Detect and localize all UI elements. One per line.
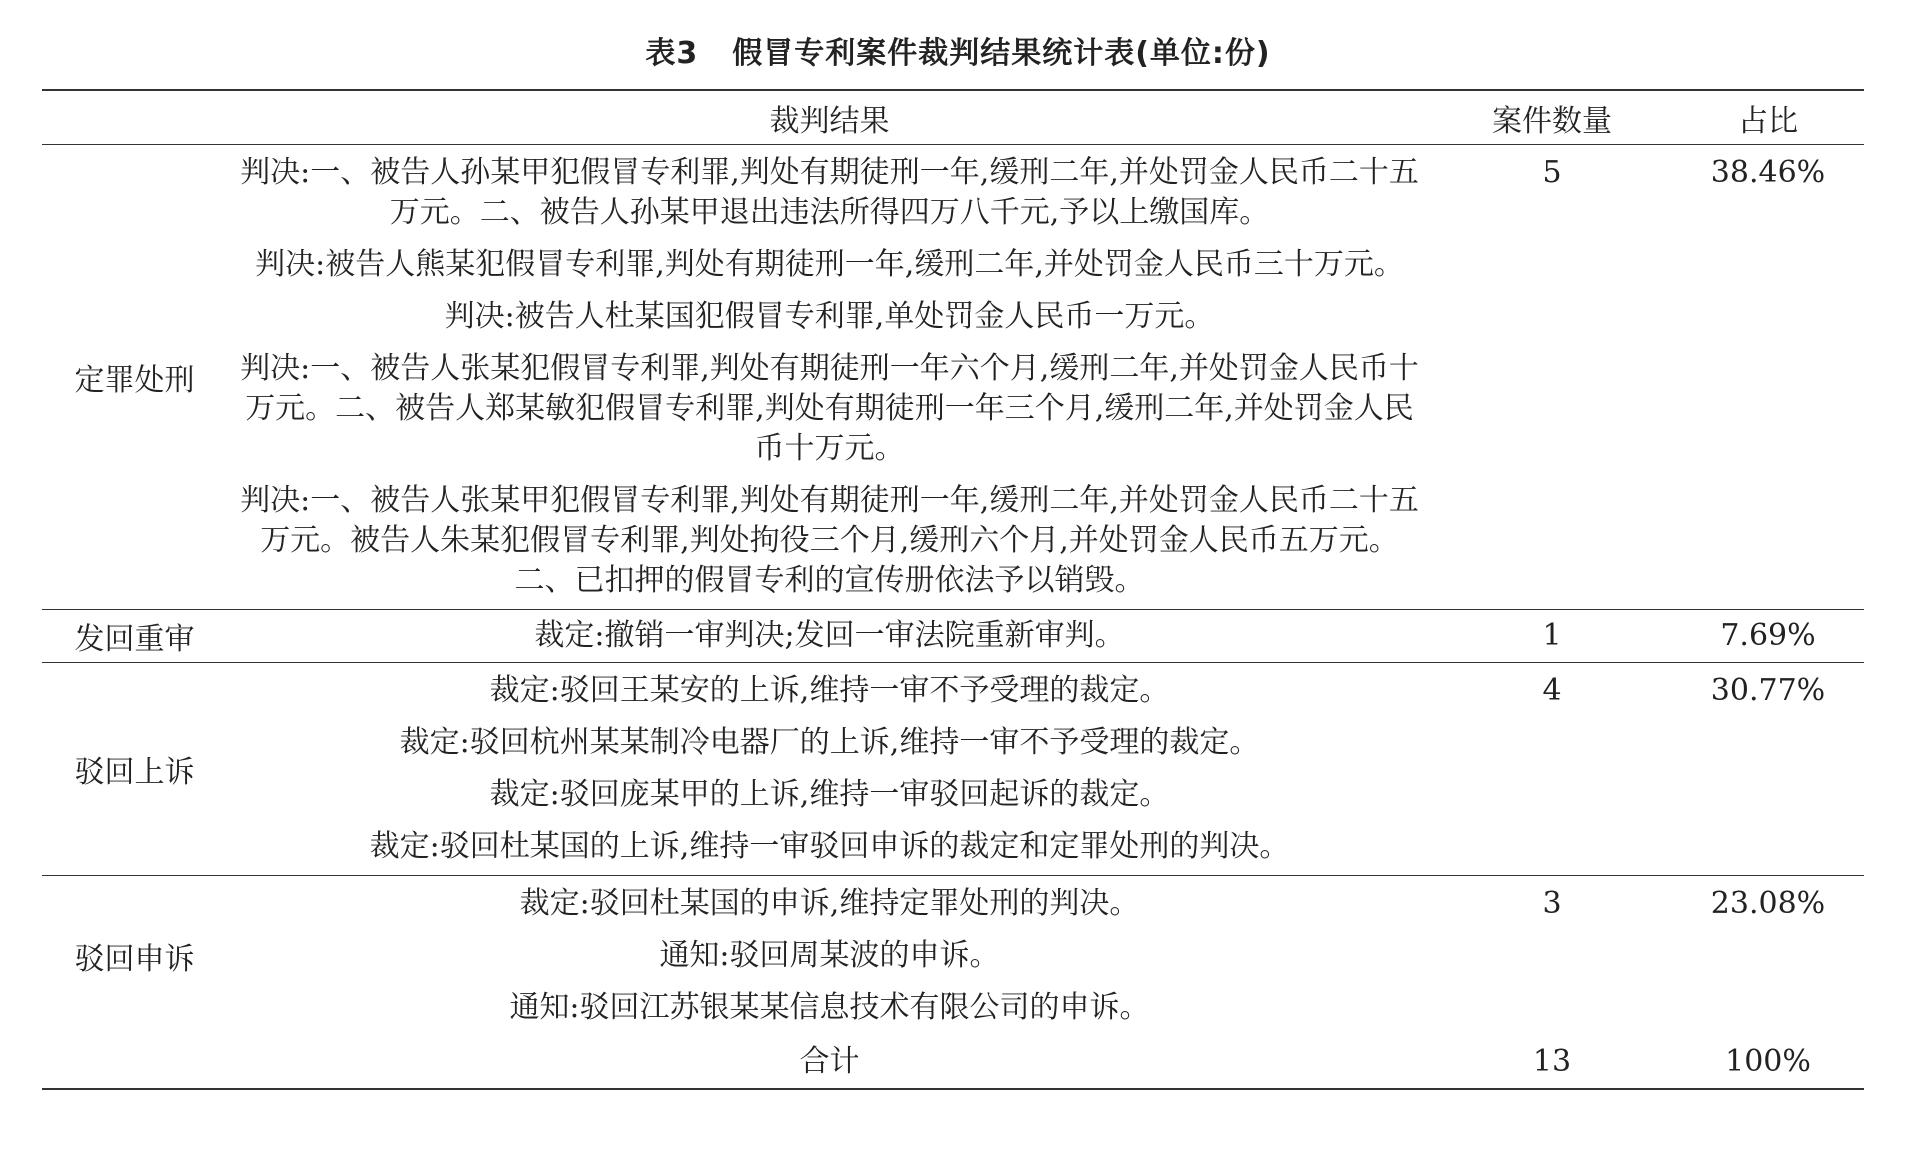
count-cell: 3 <box>1432 876 1672 1037</box>
percent-cell: 7.69% <box>1672 610 1864 663</box>
category-cell: 驳回上诉 <box>42 663 227 876</box>
result-entry: 判决:一、被告人张某甲犯假冒专利罪,判处有期徒刑一年,缓刑二年,并处罚金人民币二十五万元。被告人朱某犯假冒专利罪,判处拘役三个月,缓刑六个月,并处罚金人民币五万元。二、已扣押的假冒专利的宣传册依法予以销毁。 <box>240 483 1419 598</box>
header-row <box>42 90 1864 145</box>
result-entry: 裁定:驳回庞某甲的上诉,维持一审驳回起诉的裁定。 <box>489 777 1170 812</box>
header-result: 裁判结果 <box>227 90 1432 145</box>
result-entry: 判决:被告人杜某国犯假冒专利罪,单处罚金人民币一万元。 <box>444 299 1215 334</box>
result-entry: 裁定:驳回杭州某某制冷电器厂的上诉,维持一审不予受理的裁定。 <box>399 725 1260 760</box>
table-row <box>42 663 1864 876</box>
result-cell <box>227 145 1432 610</box>
result-entry: 裁定:驳回王某安的上诉,维持一审不予受理的裁定。 <box>489 673 1170 708</box>
header-percent: 占比 <box>1672 90 1864 145</box>
result-cell <box>227 663 1432 876</box>
total-percent: 100% <box>1672 1036 1864 1089</box>
header-count: 案件数量 <box>1432 90 1672 145</box>
category-cell: 驳回申诉 <box>42 876 227 1037</box>
total-row <box>42 1036 1864 1089</box>
table-caption <box>0 28 1916 72</box>
table-number: 表3 <box>645 36 699 71</box>
result-entry: 判决:一、被告人孙某甲犯假冒专利罪,判处有期徒刑一年,缓刑二年,并处罚金人民币二十五万元。二、被告人孙某甲退出违法所得四万八千元,予以上缴国库。 <box>240 155 1419 230</box>
result-entry: 通知:驳回周某波的申诉。 <box>659 938 1000 973</box>
percent-cell: 30.77% <box>1672 663 1864 876</box>
result-entry: 通知:驳回江苏银某某信息技术有限公司的申诉。 <box>509 990 1150 1025</box>
result-cell <box>227 610 1432 663</box>
result-entry: 判决:一、被告人张某犯假冒专利罪,判处有期徒刑一年六个月,缓刑二年,并处罚金人民币十万元。二、被告人郑某敏犯假冒专利罪,判处有期徒刑一年三个月,缓刑二年,并处罚金人民币十万元。 <box>240 351 1419 466</box>
total-label: 合计 <box>227 1036 1432 1089</box>
result-entry: 判决:被告人熊某犯假冒专利罪,判处有期徒刑一年,缓刑二年,并处罚金人民币三十万元。 <box>255 247 1404 282</box>
category-cell: 定罪处刑 <box>42 145 227 610</box>
table-row <box>42 145 1864 610</box>
header-category <box>42 90 227 145</box>
table-title: 假冒专利案件裁判结果统计表(单位:份) <box>732 36 1271 71</box>
count-cell: 1 <box>1432 610 1672 663</box>
result-cell <box>227 876 1432 1037</box>
category-cell: 发回重审 <box>42 610 227 663</box>
result-entry: 裁定:驳回杜某国的申诉,维持定罪处刑的判决。 <box>519 886 1140 921</box>
table-row <box>42 876 1864 1037</box>
results-table <box>42 89 1864 1090</box>
percent-cell: 23.08% <box>1672 876 1864 1037</box>
percent-cell: 38.46% <box>1672 145 1864 610</box>
total-count: 13 <box>1432 1036 1672 1089</box>
result-entry: 裁定:驳回杜某国的上诉,维持一审驳回申诉的裁定和定罪处刑的判决。 <box>369 829 1290 864</box>
table-row <box>42 610 1864 663</box>
result-entry: 裁定:撤销一审判决;发回一审法院重新审判。 <box>534 618 1125 653</box>
count-cell: 4 <box>1432 663 1672 876</box>
total-category-cell <box>42 1036 227 1089</box>
count-cell: 5 <box>1432 145 1672 610</box>
